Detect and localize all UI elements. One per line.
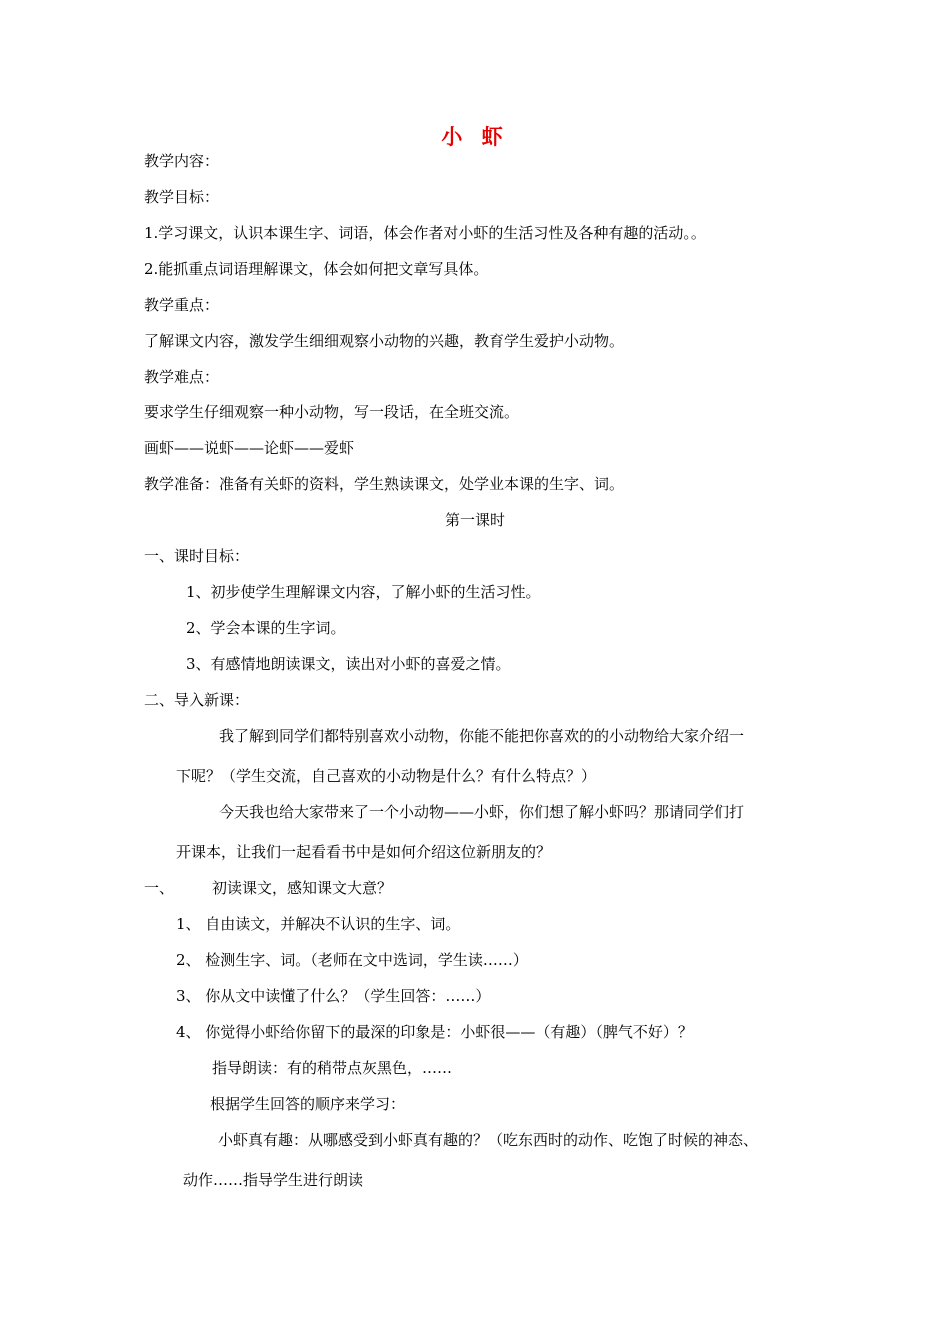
guided-reading-note: 指导朗读：有的稍带点灰黑色，…… bbox=[212, 1059, 453, 1077]
interesting-shrimp-line-2: 动作……指导学生进行朗读 bbox=[183, 1171, 364, 1189]
intro-paragraph-1-line-2: 下呢？（学生交流，自己喜欢的小动物是什么？有什么特点？） bbox=[176, 767, 597, 785]
reading-step-1: 1、 自由读文，并解决不认识的生字、词。 bbox=[176, 915, 461, 933]
section-heading-first-lesson: 第一课时 bbox=[444, 511, 505, 529]
heading-intro: 二、导入新课： bbox=[144, 691, 250, 709]
study-order-note: 根据学生回答的顺序来学习： bbox=[210, 1095, 406, 1113]
lesson-goal-2: 2、学会本课的生字词。 bbox=[186, 619, 346, 637]
heading-first-reading-number: 一、 bbox=[144, 879, 175, 897]
intro-paragraph-2-line-2: 开课本，让我们一起看看书中是如何介绍这位新朋友的？ bbox=[176, 843, 552, 861]
page-title: 小 虾 bbox=[441, 124, 509, 149]
reading-step-4: 4、 你觉得小虾给你留下的最深的印象是：小虾很——（有趣）（脾气不好）？ bbox=[176, 1023, 693, 1041]
goal-item-1: 1.学习课文，认识本课生字、词语，体会作者对小虾的生活习性及各种有趣的活动。。 bbox=[144, 224, 706, 242]
label-teaching-goals: 教学目标： bbox=[144, 188, 220, 206]
intro-paragraph-2-line-1: 今天我也给大家带来了一个小动物——小虾，你们想了解小虾吗？那请同学们打 bbox=[219, 803, 745, 821]
interesting-shrimp-line-1: 小虾真有趣：从哪感受到小虾真有趣的？（吃东西时的动作、吃饱了时候的神态、 bbox=[218, 1131, 759, 1149]
key-points-text: 了解课文内容，激发学生细细观察小动物的兴趣，教育学生爱护小动物。 bbox=[144, 332, 625, 350]
lesson-goal-1: 1、初步使学生理解课文内容，了解小虾的生活习性。 bbox=[186, 583, 541, 601]
shrimp-sequence: 画虾——说虾——论虾——爱虾 bbox=[144, 439, 355, 457]
reading-step-3: 3、 你从文中读懂了什么？（学生回答：……） bbox=[176, 987, 491, 1005]
heading-first-reading: 初读课文，感知课文大意？ bbox=[212, 879, 393, 897]
heading-lesson-goals: 一、课时目标： bbox=[144, 547, 250, 565]
preparation-text: 教学准备：准备有关虾的资料，学生熟读课文，处学业本课的生字、词。 bbox=[144, 475, 625, 493]
label-teaching-content: 教学内容： bbox=[144, 152, 220, 170]
difficulties-text: 要求学生仔细观察一种小动物，写一段话，在全班交流。 bbox=[144, 403, 520, 421]
goal-item-2: 2.能抓重点词语理解课文，体会如何把文章写具体。 bbox=[144, 260, 489, 278]
reading-step-2: 2、 检测生字、词。（老师在文中选词，学生读……） bbox=[176, 951, 528, 969]
label-difficulties: 教学难点： bbox=[144, 368, 220, 386]
lesson-goal-3: 3、有感情地朗读课文，读出对小虾的喜爱之情。 bbox=[186, 655, 511, 673]
label-key-points: 教学重点： bbox=[144, 296, 220, 314]
intro-paragraph-1-line-1: 我了解到同学们都特别喜欢小动物，你能不能把你喜欢的的小动物给大家介绍一 bbox=[219, 727, 745, 745]
